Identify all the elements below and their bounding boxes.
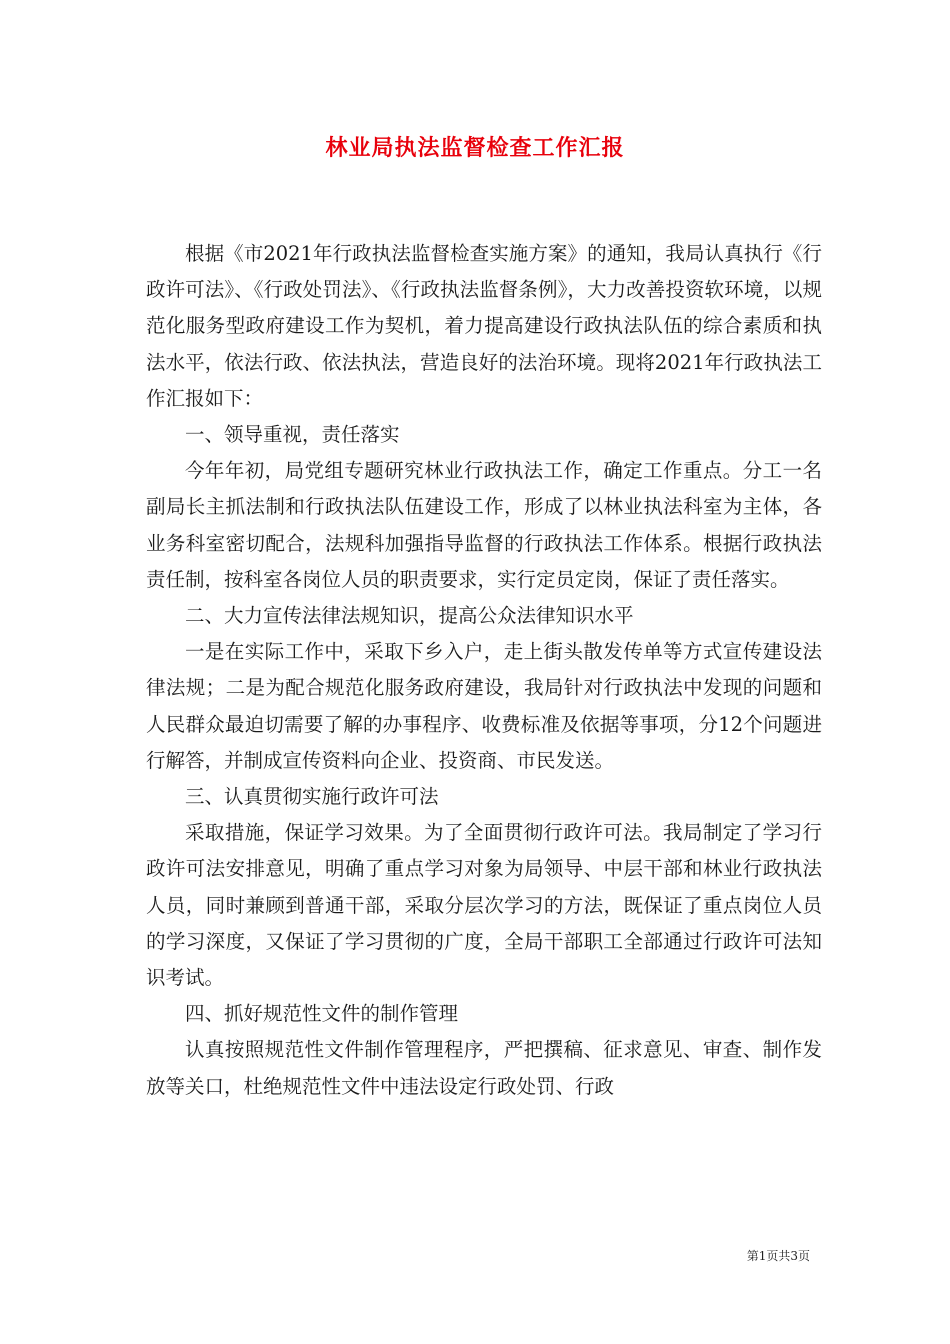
section-heading-1: 一、领导重视，责任落实 (185, 423, 400, 447)
section-heading-3: 三、认真贯彻实施行政许可法 (185, 785, 439, 809)
paragraph-intro: 根据《市2021年行政执法监督检查实施方案》的通知，我局认真执行《行政许可法》、《行政处罚法》、《行政执法监督条例》，大力改善投资软环境，以规范化服务型政府建设工作为契机，着力提高建设行政执法队伍的综合素质和执法水平，依法行政、依法执法，营造良好的法治环境。现将2021年行政执法工作汇报如下： (146, 242, 822, 410)
paragraph-section-4: 认真按照规范性文件制作管理程序，严把撰稿、征求意见、审查、制作发放等关口，杜绝规范性文件中违法设定行政处罚、行政 (146, 1038, 822, 1098)
document-title: 林业局执法监督检查工作汇报 (325, 135, 625, 161)
section-heading-4: 四、抓好规范性文件的制作管理 (185, 1002, 459, 1026)
page-number: 第1页共3页 (746, 1249, 810, 1263)
section-heading-2: 二、大力宣传法律法规知识，提高公众法律知识水平 (185, 604, 634, 628)
paragraph-section-1: 今年年初，局党组专题研究林业行政执法工作，确定工作重点。分工一名副局长主抓法制和行政执法队伍建设工作，形成了以林业执法科室为主体，各业务科室密切配合，法规科加强指导监督的行政执法工作体系。根据行政执法责任制，按科室各岗位人员的职责要求，实行定员定岗，保证了责任落实。 (146, 459, 822, 591)
paragraph-section-2: 一是在实际工作中，采取下乡入户，走上街头散发传单等方式宣传建设法律法规；二是为配合规范化服务政府建设，我局针对行政执法中发现的问题和人民群众最迫切需要了解的办事程序、收费标准及依据等事项，分12个问题进行解答，并制成宣传资料向企业、投资商、市民发送。 (146, 640, 822, 772)
paragraph-section-3: 采取措施，保证学习效果。为了全面贯彻行政许可法。我局制定了学习行政许可法安排意见，明确了重点学习对象为局领导、中层干部和林业行政执法人员，同时兼顾到普通干部，采取分层次学习的方法，既保证了重点岗位人员的学习深度，又保证了学习贯彻的广度，全局干部职工全部通过行政许可法知识考试。 (146, 821, 822, 990)
document-body (146, 236, 822, 1105)
